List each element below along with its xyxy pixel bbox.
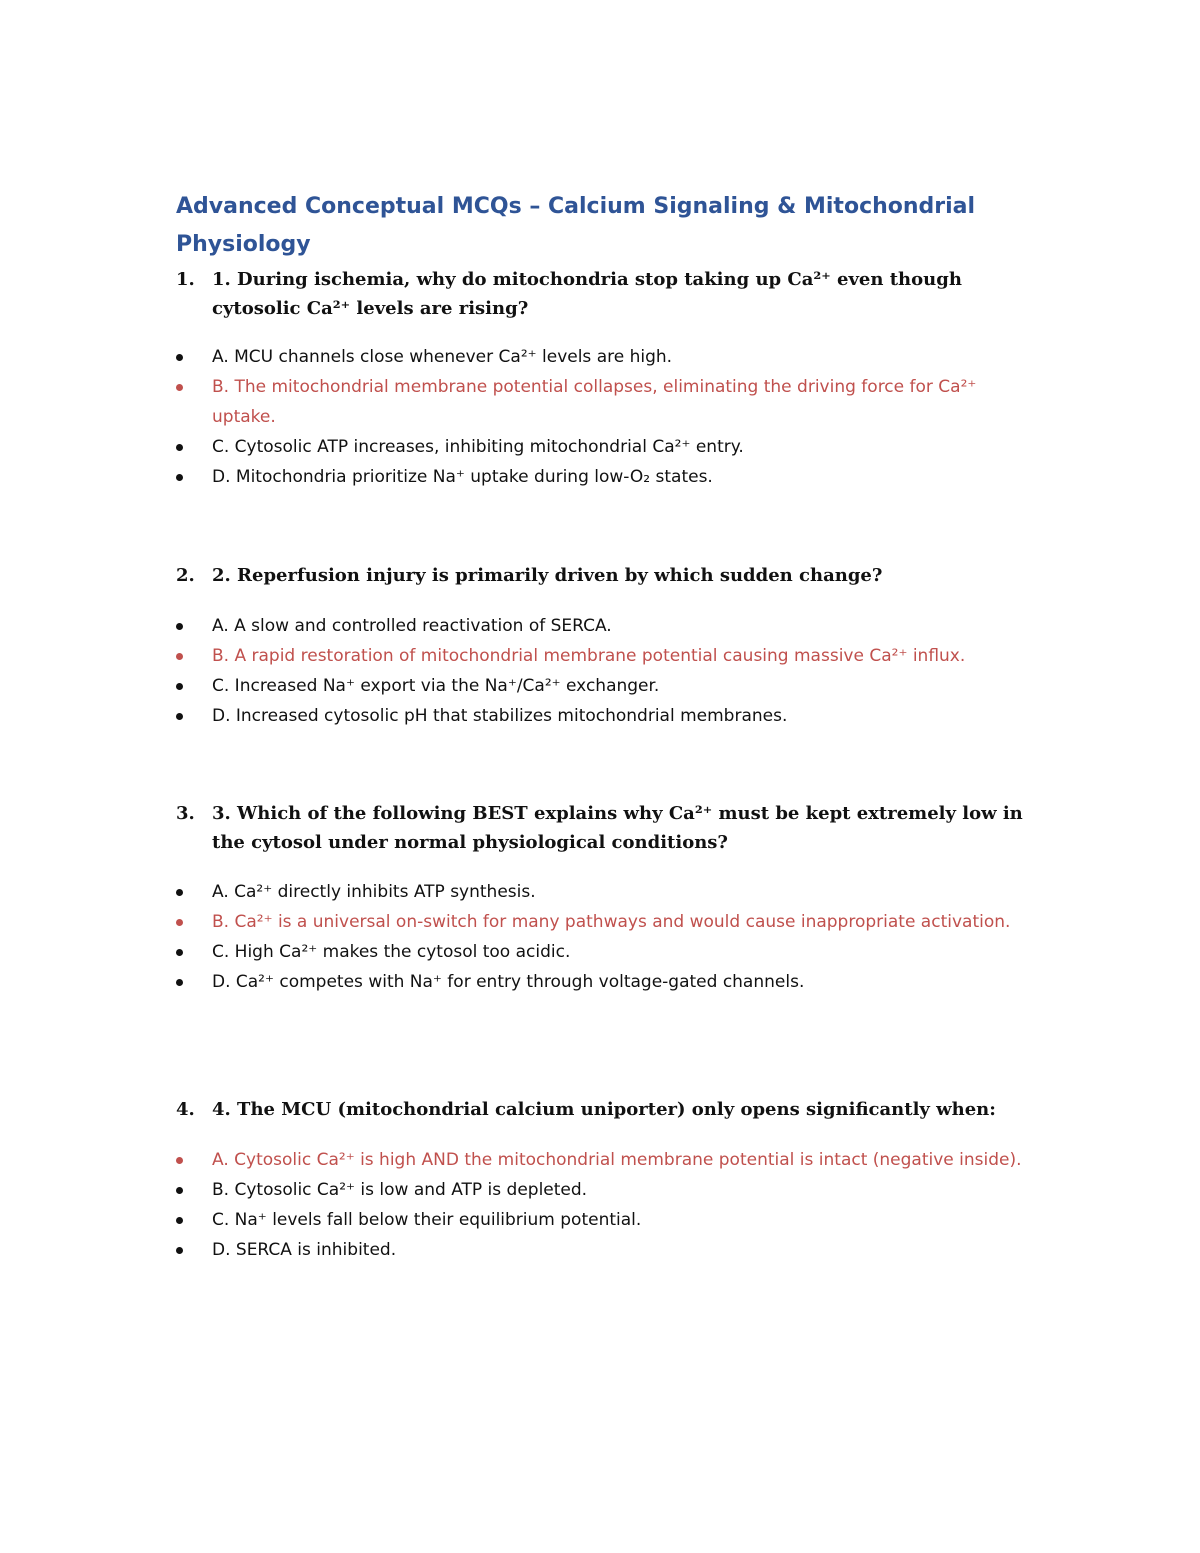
bullet-icon [176, 444, 183, 451]
options-list-4 [170, 1145, 1040, 1265]
option-b-correct [170, 907, 1040, 937]
question-number: 4. [176, 1099, 195, 1120]
question-number: 2. [176, 565, 195, 586]
option-text: A. Ca²⁺ directly inhibits ATP synthesis. [212, 882, 536, 902]
bullet-icon [176, 384, 183, 391]
bullet-icon [176, 1217, 183, 1224]
option-text: D. Mitochondria prioritize Na⁺ uptake during low-O₂ states. [212, 467, 713, 487]
bullet-icon [176, 713, 183, 720]
option-text: A. A slow and controlled reactivation of SERCA. [212, 616, 612, 636]
option-text: C. Increased Na⁺ export via the Na⁺/Ca²⁺ exchanger. [212, 676, 660, 696]
option-d [170, 701, 1040, 731]
bullet-icon [176, 683, 183, 690]
question-1 [176, 265, 1036, 323]
option-text: D. Increased cytosolic pH that stabilizes mitochondrial membranes. [212, 706, 788, 726]
bullet-icon [176, 1187, 183, 1194]
question-text: 3. Which of the following BEST explains why Ca²⁺ must be kept extremely low in the cytosol under normal physiological conditions? [212, 803, 1023, 853]
bullet-icon [176, 919, 183, 926]
bullet-icon [176, 889, 183, 896]
bullet-icon [176, 474, 183, 481]
option-c [170, 671, 1040, 701]
option-text: C. High Ca²⁺ makes the cytosol too acidic. [212, 942, 571, 962]
option-a [170, 611, 1040, 641]
option-b-correct [170, 372, 1040, 432]
question-number: 3. [176, 803, 195, 824]
bullet-icon [176, 979, 183, 986]
question-2 [176, 561, 1036, 590]
question-4 [176, 1095, 1036, 1124]
question-number: 1. [176, 269, 195, 290]
option-text: A. MCU channels close whenever Ca²⁺ levels are high. [212, 347, 673, 367]
options-list-3 [170, 877, 1040, 997]
option-d [170, 1235, 1040, 1265]
option-a [170, 877, 1040, 907]
option-a [170, 342, 1040, 372]
question-text: 4. The MCU (mitochondrial calcium uniporter) only opens significantly when: [212, 1099, 996, 1120]
option-a-correct [170, 1145, 1040, 1175]
option-c [170, 937, 1040, 967]
option-text: D. SERCA is inhibited. [212, 1240, 397, 1260]
options-list-2 [170, 611, 1040, 731]
option-text: B. The mitochondrial membrane potential collapses, eliminating the driving force for Ca²⁺ uptake. [212, 377, 977, 427]
option-text: B. A rapid restoration of mitochondrial membrane potential causing massive Ca²⁺ influx. [212, 646, 966, 666]
option-text: B. Cytosolic Ca²⁺ is low and ATP is depleted. [212, 1180, 588, 1200]
options-list-1 [170, 342, 1040, 492]
bullet-icon [176, 1247, 183, 1254]
bullet-icon [176, 354, 183, 361]
bullet-icon [176, 1157, 183, 1164]
option-text: A. Cytosolic Ca²⁺ is high AND the mitochondrial membrane potential is intact (negative inside). [212, 1150, 1022, 1170]
bullet-icon [176, 949, 183, 956]
question-3 [176, 799, 1036, 857]
option-b [170, 1175, 1040, 1205]
option-text: D. Ca²⁺ competes with Na⁺ for entry through voltage-gated channels. [212, 972, 805, 992]
option-text: C. Cytosolic ATP increases, inhibiting mitochondrial Ca²⁺ entry. [212, 437, 744, 457]
option-c [170, 432, 1040, 462]
question-text: 2. Reperfusion injury is primarily driven by which sudden change? [212, 565, 883, 586]
option-text: B. Ca²⁺ is a universal on-switch for many pathways and would cause inappropriate activation. [212, 912, 1011, 932]
option-b-correct [170, 641, 1040, 671]
option-c [170, 1205, 1040, 1235]
bullet-icon [176, 653, 183, 660]
document-title: Advanced Conceptual MCQs – Calcium Signaling & Mitochondrial Physiology [176, 194, 976, 257]
bullet-icon [176, 623, 183, 630]
option-d [170, 462, 1040, 492]
option-d [170, 967, 1040, 997]
option-text: C. Na⁺ levels fall below their equilibrium potential. [212, 1210, 642, 1230]
question-text: 1. During ischemia, why do mitochondria stop taking up Ca²⁺ even though cytosolic Ca²⁺ levels are rising? [212, 269, 962, 319]
